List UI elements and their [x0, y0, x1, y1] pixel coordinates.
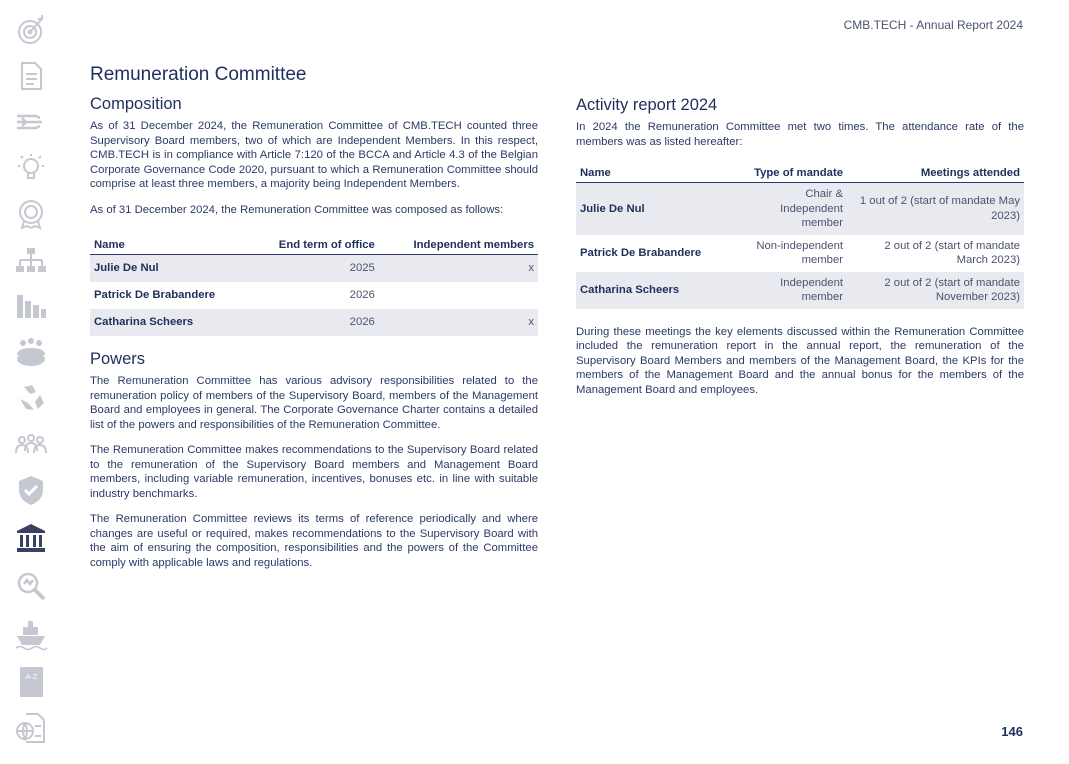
- award-icon[interactable]: [14, 197, 48, 231]
- end-term: 2025: [349, 262, 375, 275]
- page-title: Remuneration Committee: [90, 64, 307, 85]
- composition-paragraph-2: As of 31 December 2024, the Remuneration Committee was composed as follows:: [90, 203, 504, 216]
- document-icon[interactable]: [14, 59, 48, 93]
- column-header-meetings: Meetings attended: [920, 167, 1020, 179]
- powers-heading: Powers: [90, 350, 146, 368]
- column-header-name: Name: [94, 239, 125, 251]
- page-number: 146: [1001, 724, 1023, 739]
- column-header-independent: Independent members: [413, 239, 534, 251]
- mandate-type: Chair & Independent member: [780, 188, 843, 229]
- lightbulb-icon[interactable]: [14, 151, 48, 185]
- community-icon[interactable]: [14, 427, 48, 461]
- globe-document-icon[interactable]: [14, 711, 48, 745]
- meetings-attended: 1 out of 2 (start of mandate May 2023): [859, 195, 1020, 222]
- table-row: [90, 309, 538, 336]
- target-icon[interactable]: [14, 13, 48, 47]
- ship-icon[interactable]: [14, 617, 48, 651]
- column-header-end-term: End term of office: [278, 239, 375, 251]
- mandate-type: Non-independent member: [756, 239, 843, 266]
- member-name: Julie De Nul: [94, 262, 159, 275]
- meetings-attended: 2 out of 2 (start of mandate March 2023): [884, 239, 1020, 266]
- activity-report-heading: Activity report 2024: [576, 96, 718, 114]
- activity-intro: In 2024 the Remuneration Committee met two times. The attendance rate of the members was as listed hereafter:: [576, 121, 1024, 148]
- left-column: [90, 64, 538, 581]
- end-term: 2026: [349, 289, 375, 302]
- activity-outro: During these meetings the key elements discussed within the Remuneration Committee included the remuneration report in the annual report, the remuneration of the Supervisory Board Members and members of the Management Board, the KPIs for the members of the Management Board and the annual bonus for the members of the Management Board and employees.: [576, 325, 1024, 396]
- a-z-book-icon[interactable]: [14, 665, 48, 699]
- composition-paragraph-1: As of 31 December 2024, the Remuneration Committee of CMB.TECH counted three Supervisory Board members, two of which are Independent Members. In this respect, CMB.TECH is in compliance with Article 7:120 of the BCCA and Article 4.3 of the Belgian Corporate Governance Code 2020, pursuant to which a Remuneration Committee should comprise at least three members, a majority being Independent Members.: [90, 120, 538, 190]
- report-header-title: CMB.TECH - Annual Report 2024: [843, 18, 1023, 32]
- magnify-icon[interactable]: [14, 569, 48, 603]
- mandate-type: Independent member: [780, 276, 843, 303]
- org-chart-icon[interactable]: [14, 243, 48, 277]
- shield-check-icon[interactable]: [14, 473, 48, 507]
- right-column: [576, 96, 1024, 408]
- powers-paragraph-2: The Remuneration Committee makes recommendations to the Supervisory Board related to the remuneration of the Supervisory Board members and Management Board members, including variable remuneration, incentives, bonuses etc. in line with suitable industry benchmarks.: [90, 444, 538, 500]
- composition-table: [90, 228, 538, 336]
- attendance-table: [576, 163, 1024, 309]
- column-header-name: Name: [580, 167, 611, 179]
- recycle-icon[interactable]: [14, 381, 48, 415]
- sidebar-nav: [0, 0, 62, 764]
- bank-icon[interactable]: [14, 521, 48, 555]
- waves-icon[interactable]: [14, 105, 48, 139]
- independent-mark: x: [528, 316, 534, 329]
- member-name: Patrick De Brabandere: [94, 289, 216, 302]
- independent-mark: [379, 282, 538, 309]
- table-header-row: [90, 228, 538, 255]
- meetings-attended: 2 out of 2 (start of mandate November 2023): [884, 276, 1020, 303]
- table-row: [90, 282, 538, 309]
- svg-text:A-Z: A-Z: [25, 673, 38, 681]
- powers-paragraph-3: The Remuneration Committee reviews its terms of reference periodically and where changes are useful or required, makes recommendations to the Supervisory Board with the aim of ensuring the composition, responsibilities and the powers of the Committee comply with applicable laws and regulations.: [90, 513, 538, 569]
- table-row: [576, 183, 1024, 235]
- table-row: [576, 235, 1024, 272]
- member-name: Catharina Scheers: [580, 283, 680, 296]
- composition-heading: Composition: [90, 95, 182, 113]
- powers-paragraph-1: The Remuneration Committee has various advisory responsibilities related to the remuneration policy of members of the Supervisory Board, members of the Management Board and employees in general. The Corporate Governance Charter contains a detailed list of the powers and responsibilities of the Remuneration Committee.: [90, 375, 538, 431]
- table-row: [576, 272, 1024, 309]
- column-header-mandate: Type of mandate: [754, 167, 843, 179]
- member-name: Patrick De Brabandere: [580, 246, 702, 259]
- member-name: Catharina Scheers: [94, 316, 194, 329]
- end-term: 2026: [349, 316, 375, 329]
- table-header-row: [576, 163, 1024, 183]
- table-row: [90, 255, 538, 283]
- bar-chart-icon[interactable]: [14, 289, 48, 323]
- member-name: Julie De Nul: [580, 202, 645, 215]
- independent-mark: x: [528, 262, 534, 275]
- people-group-icon[interactable]: [14, 335, 48, 369]
